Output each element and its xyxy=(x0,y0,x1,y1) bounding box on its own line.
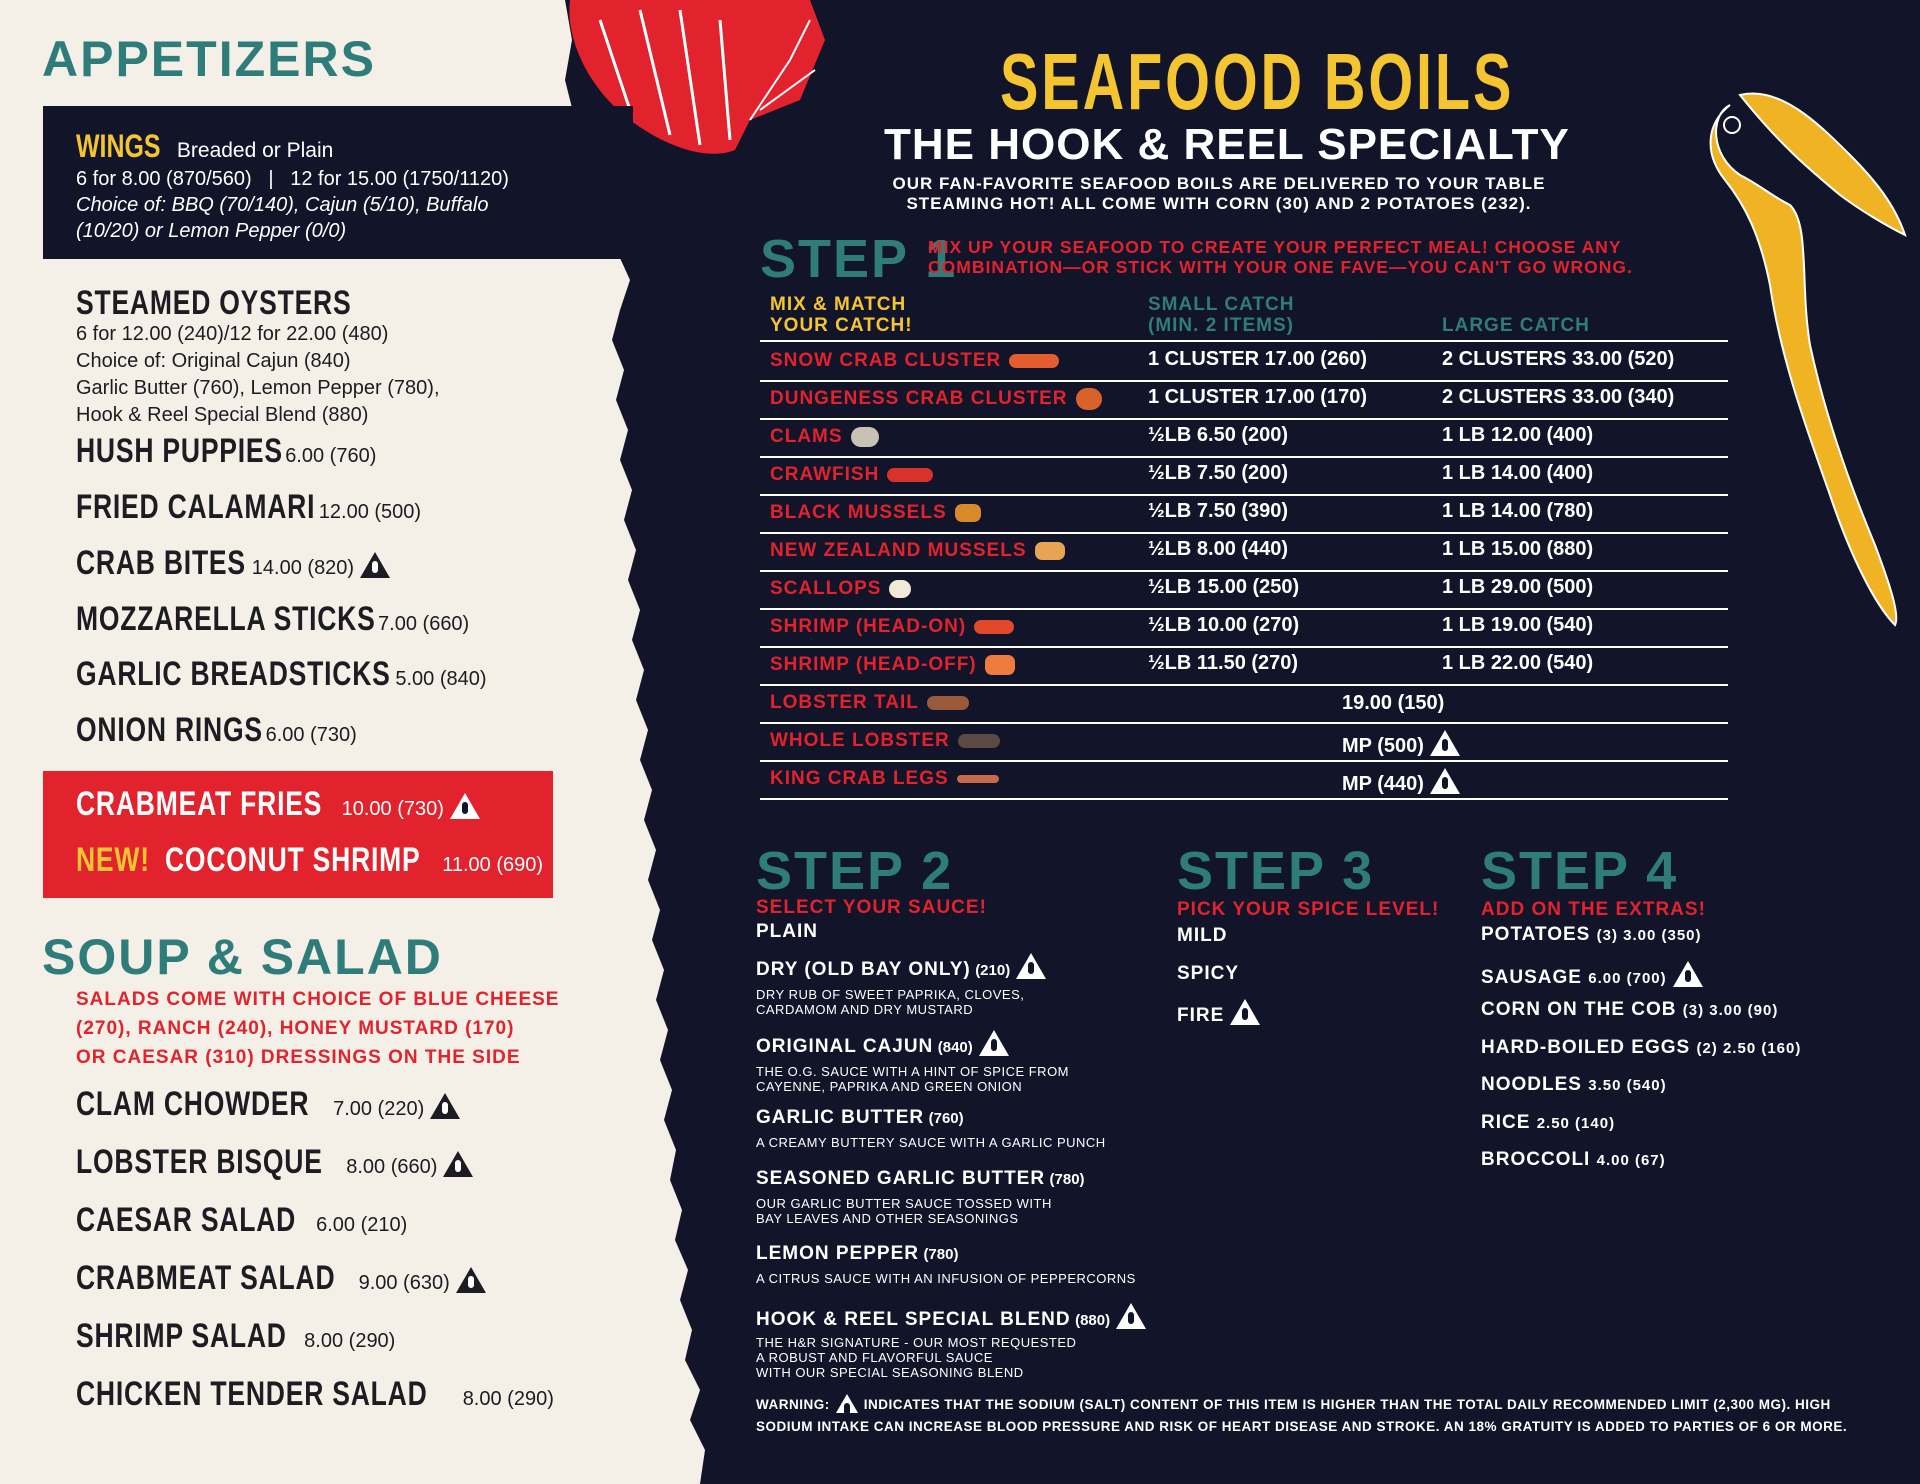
sodium-warning-icon xyxy=(1116,1303,1146,1329)
sauce-desc: OUR GARLIC BUTTER SAUCE TOSSED WITH xyxy=(756,1196,1052,1211)
catch-row xyxy=(760,722,1728,762)
catch-label: WHOLE LOBSTER xyxy=(770,730,950,751)
step4-desc: ADD ON THE EXTRAS! xyxy=(1481,899,1706,920)
extra-name: CORN ON THE COB xyxy=(1481,999,1677,1020)
sauce-name: HOOK & REEL SPECIAL BLEND xyxy=(756,1309,1071,1330)
sodium-warning-icon xyxy=(1016,953,1046,979)
catch-row xyxy=(760,380,1728,420)
catch-label: LOBSTER TAIL xyxy=(770,692,919,713)
sauce-desc: A CITRUS SAUCE WITH AN INFUSION OF PEPPERCORNS xyxy=(756,1271,1136,1286)
large-price: 1 LB 22.00 (540) xyxy=(1442,652,1594,674)
salad-dressing-note xyxy=(76,985,559,1072)
item-price: 8.00 (290) xyxy=(304,1330,396,1352)
lobster-tail-icon xyxy=(927,696,969,710)
soup-salad-title: SOUP & SALAD xyxy=(42,929,443,985)
sauce-desc: THE H&R SIGNATURE - OUR MOST REQUESTED xyxy=(756,1335,1077,1350)
col-large-catch: LARGE CATCH xyxy=(1442,315,1590,336)
catch-label: KING CRAB LEGS xyxy=(770,768,949,789)
small-price: ½LB 7.50 (390) xyxy=(1148,500,1289,522)
step2-desc: SELECT YOUR SAUCE! xyxy=(756,897,987,918)
item-price: 8.00 (290) xyxy=(462,1388,554,1410)
spice-level-fire-text: FIRE xyxy=(1177,1005,1225,1026)
sauce-desc: DRY RUB OF SWEET PAPRIKA, CLOVES, xyxy=(756,987,1025,1002)
extra-item xyxy=(1481,1112,1615,1134)
catch-row xyxy=(760,760,1728,800)
spice-level-mild: MILD xyxy=(1177,925,1228,946)
sauce-item xyxy=(756,1107,1106,1150)
sodium-warning-icon xyxy=(1673,961,1703,987)
wings-name: WINGS xyxy=(76,128,161,164)
catch-row xyxy=(760,646,1728,686)
desc-line: COMBINATION—OR STICK WITH YOUR ONE FAVE—YOU CAN'T GO WRONG. xyxy=(928,257,1633,277)
special-price: 19.00 (150) xyxy=(1342,692,1445,714)
warning-text: INDICATES THAT THE SODIUM (SALT) CONTENT OF THIS ITEM IS HIGHER THAN THE TOTAL DAILY RECOMMENDED LIMIT (2,300 MG). HIGH xyxy=(863,1397,1831,1412)
menu-item xyxy=(76,711,357,750)
extra-item xyxy=(1481,1149,1666,1171)
desc-line: MIX UP YOUR SEAFOOD TO CREATE YOUR PERFECT MEAL! CHOOSE ANY xyxy=(928,237,1622,257)
extra-price: (2) 2.50 (160) xyxy=(1696,1040,1802,1057)
sauce-name: GARLIC BUTTER xyxy=(756,1107,925,1128)
sauce-desc: THE O.G. SAUCE WITH A HINT OF SPICE FROM xyxy=(756,1064,1070,1079)
note-line: (270), RANCH (240), HONEY MUSTARD (170) xyxy=(76,1018,515,1039)
sauce-item xyxy=(756,1168,1085,1226)
special-price-text: MP (440) xyxy=(1342,773,1424,795)
menu-item xyxy=(76,1143,473,1182)
catch-label: BLACK MUSSELS xyxy=(770,502,947,523)
wings-style: Breaded or Plain xyxy=(176,139,334,162)
step3-desc: PICK YOUR SPICE LEVEL! xyxy=(1177,899,1440,920)
sodium-warning-icon xyxy=(456,1267,486,1293)
catch-row xyxy=(760,494,1728,534)
small-price: ½LB 8.00 (440) xyxy=(1148,538,1289,560)
catch-name xyxy=(770,768,999,790)
step2-label: STEP 2 xyxy=(756,841,954,901)
sauce-item xyxy=(756,1243,1136,1286)
small-price: ½LB 11.50 (270) xyxy=(1148,652,1299,674)
menu-item xyxy=(76,488,421,527)
shrimp-head-on-icon xyxy=(974,620,1014,634)
catch-name xyxy=(770,464,933,486)
sauce-item xyxy=(756,1030,1069,1094)
sauce-name: LEMON PEPPER xyxy=(756,1243,919,1264)
item-name: CRABMEAT SALAD xyxy=(76,1259,336,1297)
item-price: 5.00 (840) xyxy=(395,668,487,690)
extra-price: (3) 3.00 (90) xyxy=(1682,1002,1779,1019)
extra-price: (3) 3.00 (350) xyxy=(1596,927,1702,944)
boils-title-text: SEAFOOD BOILS xyxy=(1000,37,1515,126)
catch-row xyxy=(760,418,1728,458)
clam-icon xyxy=(851,427,879,447)
step3-label: STEP 3 xyxy=(1177,841,1375,901)
extra-item xyxy=(1481,961,1703,989)
sodium-warning-icon xyxy=(443,1151,473,1177)
wings-choice-line2: (10/20) or Lemon Pepper (0/0) xyxy=(76,220,347,242)
large-price: 1 LB 15.00 (880) xyxy=(1442,538,1594,560)
catch-label: CRAWFISH xyxy=(770,464,880,485)
sauce-desc: A ROBUST AND FLAVORFUL SAUCE xyxy=(756,1350,993,1365)
sauce-desc: CAYENNE, PAPRIKA AND GREEN ONION xyxy=(756,1079,1023,1094)
special-price xyxy=(1342,730,1460,758)
catch-row xyxy=(760,342,1728,382)
featured-box xyxy=(43,771,553,898)
small-price: ½LB 6.50 (200) xyxy=(1148,424,1289,446)
snow-crab-icon xyxy=(1009,354,1059,368)
catch-name xyxy=(770,730,1000,752)
item-name: CHICKEN TENDER SALAD xyxy=(76,1375,428,1413)
featured-name: COCONUT SHRIMP xyxy=(164,841,421,879)
sauce-item xyxy=(756,953,1046,1017)
menu-item xyxy=(76,544,390,583)
item-name: MOZZARELLA STICKS xyxy=(76,600,376,638)
extra-price: 2.50 (140) xyxy=(1536,1115,1616,1132)
item-name: HUSH PUPPIES xyxy=(76,432,283,470)
wings-pricing: 6 for 8.00 (870/560) | 12 for 15.00 (1750/1120) xyxy=(76,168,509,190)
menu-item xyxy=(76,1317,395,1356)
oysters-choice-3: Hook & Reel Special Blend (880) xyxy=(76,404,369,426)
sodium-warning-icon xyxy=(1230,999,1260,1025)
col-label: MIX & MATCH xyxy=(770,294,907,315)
sauce-plain: PLAIN xyxy=(756,921,818,942)
extra-name: POTATOES xyxy=(1481,924,1591,945)
catch-label: NEW ZEALAND MUSSELS xyxy=(770,540,1027,561)
sauce-item xyxy=(756,1303,1146,1380)
featured-item xyxy=(76,785,480,824)
new-badge: NEW! xyxy=(76,841,150,879)
extra-item xyxy=(1481,1074,1667,1096)
spice-level-fire xyxy=(1177,999,1260,1027)
menu-item xyxy=(76,655,487,694)
item-name: LOBSTER BISQUE xyxy=(76,1143,323,1181)
wings-box xyxy=(43,106,633,259)
whole-lobster-icon xyxy=(958,734,1000,748)
catch-name xyxy=(770,692,969,714)
small-price: ½LB 10.00 (270) xyxy=(1148,614,1300,636)
catch-row xyxy=(760,608,1728,648)
note-line: SALADS COME WITH CHOICE OF BLUE CHEESE xyxy=(76,989,560,1010)
menu-item xyxy=(76,600,469,639)
item-price: 6.00 (760) xyxy=(285,445,377,467)
sauce-cal: (780) xyxy=(1049,1171,1085,1188)
catch-label: SNOW CRAB CLUSTER xyxy=(770,350,1002,371)
catch-name xyxy=(770,578,911,600)
crawfish-icon xyxy=(887,468,933,482)
menu-item xyxy=(76,1259,486,1298)
menu-item xyxy=(76,1085,460,1124)
sodium-warning-icon xyxy=(360,552,390,578)
large-price: 1 LB 19.00 (540) xyxy=(1442,614,1594,636)
nz-mussel-icon xyxy=(1035,542,1065,560)
catch-row xyxy=(760,570,1728,610)
item-price: 9.00 (630) xyxy=(358,1272,450,1294)
king-crab-icon xyxy=(957,775,999,783)
col-small-catch xyxy=(1148,294,1294,336)
sauce-cal: (760) xyxy=(928,1110,964,1127)
catch-label: SCALLOPS xyxy=(770,578,882,599)
col-label: (MIN. 2 ITEMS) xyxy=(1148,315,1294,336)
col-label: YOUR CATCH! xyxy=(770,315,913,336)
item-price: 6.00 (210) xyxy=(316,1214,408,1236)
item-price: 7.00 (220) xyxy=(333,1098,425,1120)
sodium-warning-footer xyxy=(756,1394,1847,1438)
item-price: 6.00 (730) xyxy=(265,724,357,746)
menu-item xyxy=(76,1201,407,1240)
small-price: 1 CLUSTER 17.00 (260) xyxy=(1148,348,1367,370)
featured-price: 10.00 (730) xyxy=(341,798,444,820)
catch-name xyxy=(770,540,1065,562)
sodium-warning-icon xyxy=(836,1394,858,1413)
extra-name: HARD-BOILED EGGS xyxy=(1481,1037,1691,1058)
sauce-desc: A CREAMY BUTTERY SAUCE WITH A GARLIC PUNCH xyxy=(756,1135,1106,1150)
extra-name: NOODLES xyxy=(1481,1074,1582,1095)
extra-item xyxy=(1481,999,1778,1021)
col-label: SMALL CATCH xyxy=(1148,294,1295,315)
boils-title xyxy=(1000,36,1714,128)
sauce-name: DRY (OLD BAY ONLY) xyxy=(756,959,971,980)
extra-price: 3.50 (540) xyxy=(1588,1077,1667,1094)
sauce-desc: CARDAMOM AND DRY MUSTARD xyxy=(756,1002,974,1017)
extra-name: BROCCOLI xyxy=(1481,1149,1591,1170)
catch-label: DUNGENESS CRAB CLUSTER xyxy=(770,388,1068,410)
catch-name xyxy=(770,388,1102,410)
extra-price: 6.00 (700) xyxy=(1588,970,1667,987)
large-price: 2 CLUSTERS 33.00 (520) xyxy=(1442,348,1675,370)
oysters-pricing: 6 for 12.00 (240)/12 for 22.00 (480) xyxy=(76,323,389,345)
special-price xyxy=(1342,768,1460,796)
wings-heading xyxy=(76,128,333,165)
catch-name xyxy=(770,616,1014,638)
boils-subtitle: THE HOOK & REEL SPECIALTY xyxy=(884,120,1570,169)
sodium-warning-icon xyxy=(1430,768,1460,794)
item-price: 7.00 (660) xyxy=(378,613,470,635)
intro-line: STEAMING HOT! ALL COME WITH CORN (30) AND 2 POTATOES (232). xyxy=(906,194,1532,213)
small-price: ½LB 15.00 (250) xyxy=(1148,576,1300,598)
extra-name: RICE xyxy=(1481,1112,1531,1133)
large-price: 1 LB 14.00 (780) xyxy=(1442,500,1594,522)
item-name: CLAM CHOWDER xyxy=(76,1085,310,1123)
catch-row xyxy=(760,532,1728,572)
oysters-name: STEAMED OYSTERS xyxy=(76,284,352,322)
catch-label: SHRIMP (HEAD-ON) xyxy=(770,616,967,637)
catch-name xyxy=(770,502,981,524)
item-price: 8.00 (660) xyxy=(346,1156,438,1178)
sauce-name: ORIGINAL CAJUN xyxy=(756,1036,934,1057)
item-name: SHRIMP SALAD xyxy=(76,1317,287,1355)
wings-choice-line1: Choice of: BBQ (70/140), Cajun (5/10), Buffalo xyxy=(76,194,489,216)
shrimp-head-off-icon xyxy=(985,655,1015,675)
sodium-warning-icon xyxy=(450,793,480,819)
item-name: CRAB BITES xyxy=(76,544,246,582)
special-price-text: MP (500) xyxy=(1342,735,1424,757)
extra-price: 4.00 (67) xyxy=(1596,1152,1666,1169)
oysters-choice-2: Garlic Butter (760), Lemon Pepper (780), xyxy=(76,377,440,399)
sauce-desc: BAY LEAVES AND OTHER SEASONINGS xyxy=(756,1211,1019,1226)
catch-name xyxy=(770,654,1015,676)
boils-intro xyxy=(874,174,1564,214)
dungeness-crab-icon xyxy=(1076,388,1102,410)
small-price: ½LB 7.50 (200) xyxy=(1148,462,1289,484)
note-line: OR CAESAR (310) DRESSINGS ON THE SIDE xyxy=(76,1047,521,1068)
item-name: FRIED CALAMARI xyxy=(76,488,316,526)
crab-cracker-illustration xyxy=(1700,85,1910,635)
large-price: 1 LB 29.00 (500) xyxy=(1442,576,1594,598)
catch-name xyxy=(770,426,879,448)
sodium-warning-icon xyxy=(1430,730,1460,756)
featured-name: CRABMEAT FRIES xyxy=(76,785,323,823)
item-name: CAESAR SALAD xyxy=(76,1201,297,1239)
extra-name: SAUSAGE xyxy=(1481,967,1582,988)
sauce-name: SEASONED GARLIC BUTTER xyxy=(756,1168,1046,1189)
catch-name xyxy=(770,350,1059,372)
menu-item xyxy=(76,1375,554,1414)
catch-label: CLAMS xyxy=(770,426,843,447)
col-mix-match xyxy=(770,294,913,336)
sodium-warning-icon xyxy=(430,1093,460,1119)
intro-line: OUR FAN-FAVORITE SEAFOOD BOILS ARE DELIVERED TO YOUR TABLE xyxy=(892,174,1546,193)
sauce-cal: (840) xyxy=(937,1039,973,1056)
item-name: ONION RINGS xyxy=(76,711,263,749)
appetizers-title: APPETIZERS xyxy=(42,31,376,87)
sodium-warning-icon xyxy=(979,1030,1009,1056)
sauce-desc: WITH OUR SPECIAL SEASONING BLEND xyxy=(756,1365,1024,1380)
sauce-cal: (880) xyxy=(1075,1312,1111,1329)
extra-item xyxy=(1481,1037,1801,1059)
warning-label: WARNING: xyxy=(756,1397,830,1412)
item-price: 14.00 (820) xyxy=(251,557,355,579)
warning-text: SODIUM INTAKE CAN INCREASE BLOOD PRESSURE AND RISK OF HEART DISEASE AND STROKE. AN 18% GRATUITY IS ADDED TO PARTIES OF 6 OR MORE. xyxy=(756,1419,1848,1434)
sauce-cal: (210) xyxy=(975,962,1011,979)
large-price: 1 LB 12.00 (400) xyxy=(1442,424,1594,446)
featured-price: 11.00 (690) xyxy=(442,854,544,876)
catch-row xyxy=(760,456,1728,496)
oysters-block xyxy=(76,284,440,429)
step4-label: STEP 4 xyxy=(1481,841,1679,901)
sauce-cal: (780) xyxy=(923,1246,959,1263)
catch-label: SHRIMP (HEAD-OFF) xyxy=(770,654,977,675)
item-price: 12.00 (500) xyxy=(318,501,422,523)
catch-row xyxy=(760,684,1728,724)
scallop-icon xyxy=(889,580,911,598)
extra-item xyxy=(1481,924,1702,946)
item-name: GARLIC BREADSTICKS xyxy=(76,655,391,693)
large-price: 1 LB 14.00 (400) xyxy=(1442,462,1594,484)
step1-desc xyxy=(928,237,1633,277)
mussel-icon xyxy=(955,504,981,522)
catch-table-header xyxy=(760,292,1728,342)
step1-label: STEP 1 xyxy=(760,229,958,289)
small-price: 1 CLUSTER 17.00 (170) xyxy=(1148,386,1367,408)
featured-item xyxy=(76,841,543,880)
menu-item xyxy=(76,432,376,471)
spice-level-spicy: SPICY xyxy=(1177,963,1240,984)
large-price: 2 CLUSTERS 33.00 (340) xyxy=(1442,386,1675,408)
oysters-choice: Choice of: Original Cajun (840) xyxy=(76,350,351,372)
